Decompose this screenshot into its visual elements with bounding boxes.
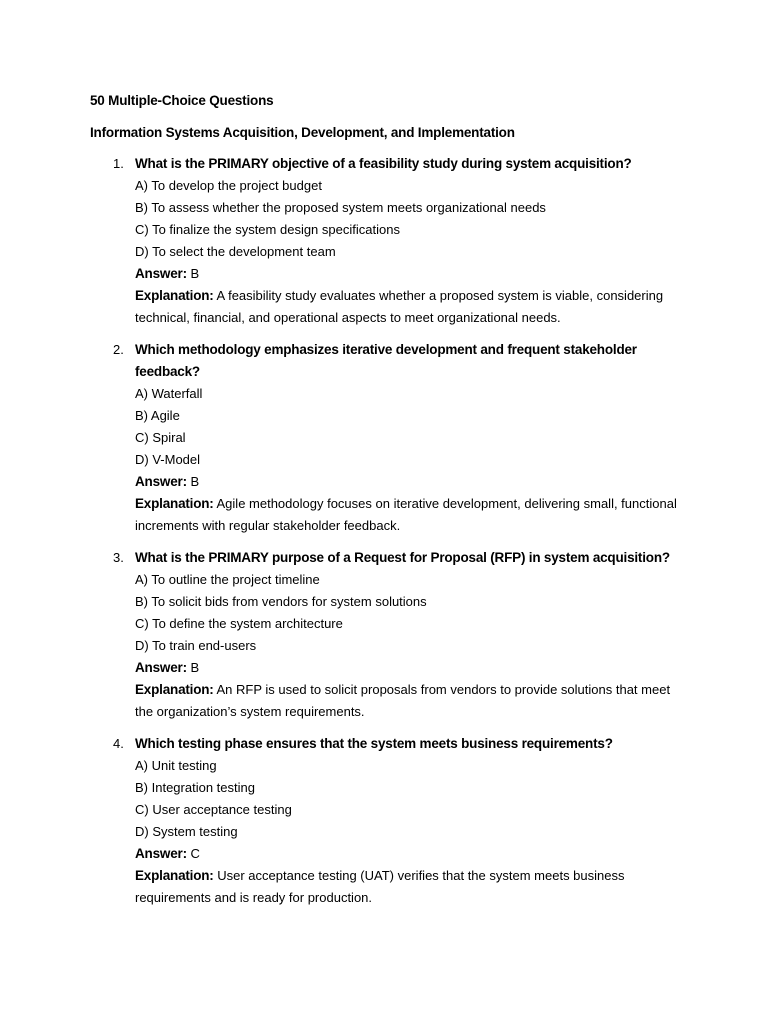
question-text: Which methodology emphasizes iterative development and frequent stakeholder feedback? — [135, 342, 637, 379]
option-a: A) Waterfall — [135, 386, 203, 401]
explanation-line — [135, 285, 680, 329]
option-d: D) To select the development team — [135, 244, 336, 259]
question-item — [90, 547, 680, 723]
option-c: C) User acceptance testing — [135, 802, 292, 817]
answer-line — [135, 657, 680, 679]
option-d: D) V-Model — [135, 452, 201, 467]
explanation-line — [135, 679, 680, 723]
question-item — [90, 153, 680, 329]
question-number: 3. — [113, 550, 124, 565]
option-c: C) To define the system architecture — [135, 616, 343, 631]
answer-value: B — [190, 266, 200, 281]
question-item — [90, 733, 680, 909]
explanation-text: User acceptance testing (UAT) verifies that the system meets business requirements and is ready for production. — [135, 868, 625, 905]
option-b: B) To assess whether the proposed system meets organizational needs — [135, 200, 546, 215]
explanation-label: Explanation: — [135, 868, 214, 883]
question-text: What is the PRIMARY purpose of a Request for Proposal (RFP) in system acquisition? — [135, 550, 670, 565]
option-a: A) To develop the project budget — [135, 178, 322, 193]
option-b: B) Agile — [135, 408, 180, 423]
option-d: D) To train end-users — [135, 638, 257, 653]
option-c: C) Spiral — [135, 430, 186, 445]
explanation-label: Explanation: — [135, 682, 214, 697]
answer-label: Answer: — [135, 266, 187, 281]
option-b: B) Integration testing — [135, 780, 255, 795]
option-d: D) System testing — [135, 824, 238, 839]
answer-label: Answer: — [135, 660, 187, 675]
explanation-text: A feasibility study evaluates whether a proposed system is viable, considering technical, financial, and operational aspects to meet organizational needs. — [135, 288, 664, 325]
document-subtitle: Information Systems Acquisition, Development, and Implementation — [90, 125, 515, 140]
explanation-line — [135, 865, 680, 909]
explanation-text: An RFP is used to solicit proposals from vendors to provide solutions that meet the organization’s system requirements. — [135, 682, 671, 719]
question-item — [90, 339, 680, 537]
document-title: 50 Multiple-Choice Questions — [90, 93, 274, 108]
question-number: 2. — [113, 342, 124, 357]
option-a: A) Unit testing — [135, 758, 217, 773]
explanation-text: Agile methodology focuses on iterative development, delivering small, functional increments with regular stakeholder feedback. — [135, 496, 677, 533]
explanation-label: Explanation: — [135, 496, 214, 511]
explanation-label: Explanation: — [135, 288, 214, 303]
answer-value: C — [190, 846, 200, 861]
answer-line — [135, 263, 680, 285]
explanation-line — [135, 493, 680, 537]
answer-label: Answer: — [135, 474, 187, 489]
document-page — [90, 90, 680, 919]
question-list — [90, 153, 680, 909]
answer-line — [135, 843, 680, 865]
answer-value: B — [190, 474, 200, 489]
question-number: 1. — [113, 156, 124, 171]
question-text: What is the PRIMARY objective of a feasibility study during system acquisition? — [135, 156, 632, 171]
answer-value: B — [190, 660, 200, 675]
option-b: B) To solicit bids from vendors for system solutions — [135, 594, 427, 609]
answer-label: Answer: — [135, 846, 187, 861]
answer-line — [135, 471, 680, 493]
question-number: 4. — [113, 736, 124, 751]
option-c: C) To finalize the system design specifications — [135, 222, 400, 237]
question-text: Which testing phase ensures that the system meets business requirements? — [135, 736, 613, 751]
option-a: A) To outline the project timeline — [135, 572, 320, 587]
